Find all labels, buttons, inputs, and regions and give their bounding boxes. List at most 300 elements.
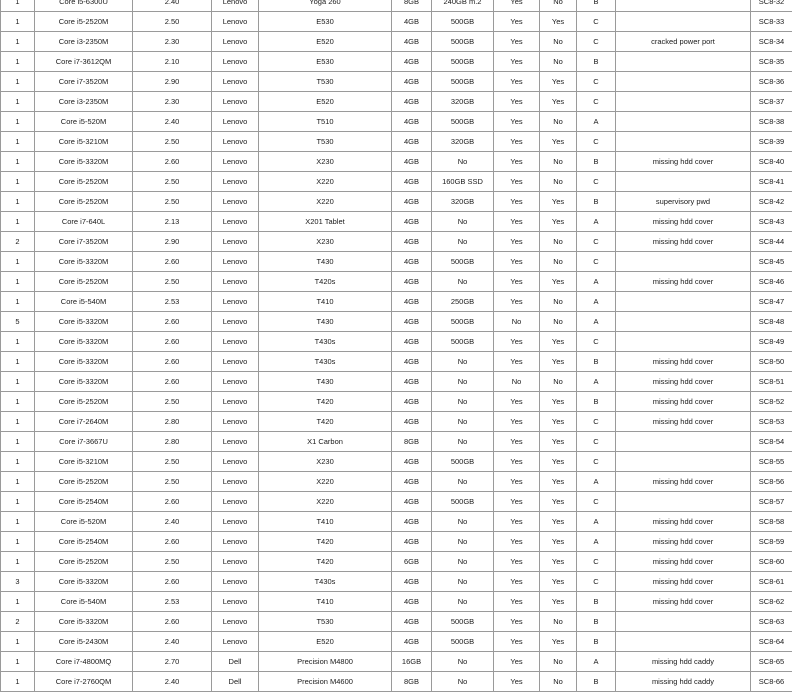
model-cell[interactable]: T420 bbox=[259, 412, 392, 432]
brand-cell[interactable]: Lenovo bbox=[212, 52, 259, 72]
sku-cell[interactable]: SC8-53 bbox=[751, 412, 792, 432]
qty-cell[interactable]: 2 bbox=[1, 612, 35, 632]
qty-cell[interactable]: 1 bbox=[1, 172, 35, 192]
speed-cell[interactable]: 2.80 bbox=[133, 412, 212, 432]
qty-cell[interactable]: 1 bbox=[1, 372, 35, 392]
sku-cell[interactable]: SC8-60 bbox=[751, 552, 792, 572]
model-cell[interactable]: T420 bbox=[259, 552, 392, 572]
qty-cell[interactable]: 5 bbox=[1, 312, 35, 332]
brand-cell[interactable]: Lenovo bbox=[212, 372, 259, 392]
brand-cell[interactable]: Lenovo bbox=[212, 332, 259, 352]
sku-cell[interactable]: SC8-40 bbox=[751, 152, 792, 172]
brand-cell[interactable]: Lenovo bbox=[212, 32, 259, 52]
storage-cell[interactable]: 320GB bbox=[432, 192, 494, 212]
battery-cell[interactable]: Yes bbox=[540, 332, 577, 352]
speed-cell[interactable]: 2.50 bbox=[133, 452, 212, 472]
grade-cell[interactable]: C bbox=[577, 492, 616, 512]
adapter-cell[interactable]: Yes bbox=[494, 352, 540, 372]
grade-cell[interactable]: C bbox=[577, 132, 616, 152]
notes-cell[interactable]: missing hdd cover bbox=[616, 152, 751, 172]
adapter-cell[interactable]: No bbox=[494, 312, 540, 332]
ram-cell[interactable]: 4GB bbox=[392, 592, 432, 612]
grade-cell[interactable]: C bbox=[577, 92, 616, 112]
storage-cell[interactable]: 320GB bbox=[432, 132, 494, 152]
qty-cell[interactable]: 1 bbox=[1, 212, 35, 232]
adapter-cell[interactable]: Yes bbox=[494, 572, 540, 592]
qty-cell[interactable]: 1 bbox=[1, 332, 35, 352]
notes-cell[interactable] bbox=[616, 112, 751, 132]
speed-cell[interactable]: 2.60 bbox=[133, 252, 212, 272]
sku-cell[interactable]: SC8-48 bbox=[751, 312, 792, 332]
model-cell[interactable]: T430 bbox=[259, 372, 392, 392]
qty-cell[interactable]: 1 bbox=[1, 192, 35, 212]
grade-cell[interactable]: C bbox=[577, 32, 616, 52]
notes-cell[interactable]: missing hdd cover bbox=[616, 352, 751, 372]
qty-cell[interactable]: 1 bbox=[1, 592, 35, 612]
ram-cell[interactable]: 4GB bbox=[392, 192, 432, 212]
cpu-cell[interactable]: Core i7-4800MQ bbox=[35, 652, 133, 672]
battery-cell[interactable]: No bbox=[540, 0, 577, 12]
qty-cell[interactable]: 1 bbox=[1, 532, 35, 552]
sku-cell[interactable]: SC8-35 bbox=[751, 52, 792, 72]
battery-cell[interactable]: Yes bbox=[540, 352, 577, 372]
grade-cell[interactable]: B bbox=[577, 0, 616, 12]
brand-cell[interactable]: Lenovo bbox=[212, 452, 259, 472]
grade-cell[interactable]: A bbox=[577, 292, 616, 312]
qty-cell[interactable]: 1 bbox=[1, 652, 35, 672]
adapter-cell[interactable]: Yes bbox=[494, 292, 540, 312]
qty-cell[interactable]: 1 bbox=[1, 352, 35, 372]
speed-cell[interactable]: 2.60 bbox=[133, 572, 212, 592]
speed-cell[interactable]: 2.60 bbox=[133, 332, 212, 352]
ram-cell[interactable]: 8GB bbox=[392, 0, 432, 12]
sku-cell[interactable]: SC8-55 bbox=[751, 452, 792, 472]
sku-cell[interactable]: SC8-47 bbox=[751, 292, 792, 312]
adapter-cell[interactable]: Yes bbox=[494, 272, 540, 292]
ram-cell[interactable]: 4GB bbox=[392, 112, 432, 132]
grade-cell[interactable]: A bbox=[577, 112, 616, 132]
sku-cell[interactable]: SC8-58 bbox=[751, 512, 792, 532]
notes-cell[interactable] bbox=[616, 332, 751, 352]
cpu-cell[interactable]: Core i5-3210M bbox=[35, 132, 133, 152]
adapter-cell[interactable]: No bbox=[494, 372, 540, 392]
storage-cell[interactable]: No bbox=[432, 212, 494, 232]
ram-cell[interactable]: 4GB bbox=[392, 152, 432, 172]
grade-cell[interactable]: A bbox=[577, 472, 616, 492]
adapter-cell[interactable]: Yes bbox=[494, 332, 540, 352]
storage-cell[interactable]: No bbox=[432, 672, 494, 692]
qty-cell[interactable]: 1 bbox=[1, 152, 35, 172]
model-cell[interactable]: X230 bbox=[259, 232, 392, 252]
brand-cell[interactable]: Lenovo bbox=[212, 292, 259, 312]
battery-cell[interactable]: Yes bbox=[540, 492, 577, 512]
brand-cell[interactable]: Lenovo bbox=[212, 172, 259, 192]
grade-cell[interactable]: B bbox=[577, 612, 616, 632]
storage-cell[interactable]: No bbox=[432, 152, 494, 172]
brand-cell[interactable]: Dell bbox=[212, 672, 259, 692]
brand-cell[interactable]: Dell bbox=[212, 652, 259, 672]
storage-cell[interactable]: No bbox=[432, 532, 494, 552]
notes-cell[interactable] bbox=[616, 452, 751, 472]
model-cell[interactable]: X1 Carbon bbox=[259, 432, 392, 452]
notes-cell[interactable] bbox=[616, 432, 751, 452]
battery-cell[interactable]: Yes bbox=[540, 512, 577, 532]
notes-cell[interactable] bbox=[616, 312, 751, 332]
grade-cell[interactable]: A bbox=[577, 532, 616, 552]
storage-cell[interactable]: 500GB bbox=[432, 632, 494, 652]
ram-cell[interactable]: 4GB bbox=[392, 212, 432, 232]
notes-cell[interactable] bbox=[616, 632, 751, 652]
ram-cell[interactable]: 4GB bbox=[392, 252, 432, 272]
storage-cell[interactable]: No bbox=[432, 412, 494, 432]
notes-cell[interactable] bbox=[616, 0, 751, 12]
grade-cell[interactable]: B bbox=[577, 632, 616, 652]
sku-cell[interactable]: SC8-45 bbox=[751, 252, 792, 272]
brand-cell[interactable]: Lenovo bbox=[212, 212, 259, 232]
speed-cell[interactable]: 2.50 bbox=[133, 132, 212, 152]
storage-cell[interactable]: No bbox=[432, 472, 494, 492]
adapter-cell[interactable]: Yes bbox=[494, 512, 540, 532]
battery-cell[interactable]: No bbox=[540, 292, 577, 312]
ram-cell[interactable]: 4GB bbox=[392, 492, 432, 512]
cpu-cell[interactable]: Core i5-2430M bbox=[35, 632, 133, 652]
model-cell[interactable]: X220 bbox=[259, 472, 392, 492]
storage-cell[interactable]: No bbox=[432, 372, 494, 392]
qty-cell[interactable]: 1 bbox=[1, 12, 35, 32]
speed-cell[interactable]: 2.50 bbox=[133, 552, 212, 572]
grade-cell[interactable]: B bbox=[577, 192, 616, 212]
qty-cell[interactable]: 1 bbox=[1, 452, 35, 472]
notes-cell[interactable]: missing hdd cover bbox=[616, 592, 751, 612]
notes-cell[interactable]: missing hdd caddy bbox=[616, 652, 751, 672]
model-cell[interactable]: T420 bbox=[259, 392, 392, 412]
qty-cell[interactable]: 1 bbox=[1, 292, 35, 312]
battery-cell[interactable]: Yes bbox=[540, 272, 577, 292]
storage-cell[interactable]: 500GB bbox=[432, 312, 494, 332]
cpu-cell[interactable]: Core i3-2350M bbox=[35, 32, 133, 52]
ram-cell[interactable]: 4GB bbox=[392, 312, 432, 332]
speed-cell[interactable]: 2.10 bbox=[133, 52, 212, 72]
model-cell[interactable]: E520 bbox=[259, 92, 392, 112]
sku-cell[interactable]: SC8-52 bbox=[751, 392, 792, 412]
cpu-cell[interactable]: Core i5-540M bbox=[35, 292, 133, 312]
model-cell[interactable]: T530 bbox=[259, 612, 392, 632]
sku-cell[interactable]: SC8-66 bbox=[751, 672, 792, 692]
qty-cell[interactable]: 1 bbox=[1, 672, 35, 692]
grade-cell[interactable]: B bbox=[577, 152, 616, 172]
adapter-cell[interactable]: Yes bbox=[494, 172, 540, 192]
notes-cell[interactable] bbox=[616, 492, 751, 512]
grade-cell[interactable]: C bbox=[577, 172, 616, 192]
sku-cell[interactable]: SC8-38 bbox=[751, 112, 792, 132]
brand-cell[interactable]: Lenovo bbox=[212, 152, 259, 172]
adapter-cell[interactable]: Yes bbox=[494, 472, 540, 492]
brand-cell[interactable]: Lenovo bbox=[212, 432, 259, 452]
speed-cell[interactable]: 2.60 bbox=[133, 372, 212, 392]
storage-cell[interactable]: 500GB bbox=[432, 52, 494, 72]
speed-cell[interactable]: 2.40 bbox=[133, 0, 212, 12]
brand-cell[interactable]: Lenovo bbox=[212, 272, 259, 292]
grade-cell[interactable]: C bbox=[577, 332, 616, 352]
speed-cell[interactable]: 2.90 bbox=[133, 72, 212, 92]
storage-cell[interactable]: 500GB bbox=[432, 612, 494, 632]
sku-cell[interactable]: SC8-56 bbox=[751, 472, 792, 492]
battery-cell[interactable]: Yes bbox=[540, 132, 577, 152]
qty-cell[interactable]: 1 bbox=[1, 492, 35, 512]
speed-cell[interactable]: 2.60 bbox=[133, 532, 212, 552]
sku-cell[interactable]: SC8-62 bbox=[751, 592, 792, 612]
cpu-cell[interactable]: Core i5-2520M bbox=[35, 192, 133, 212]
model-cell[interactable]: T430s bbox=[259, 572, 392, 592]
cpu-cell[interactable]: Core i7-3667U bbox=[35, 432, 133, 452]
grade-cell[interactable]: B bbox=[577, 52, 616, 72]
battery-cell[interactable]: Yes bbox=[540, 192, 577, 212]
brand-cell[interactable]: Lenovo bbox=[212, 532, 259, 552]
model-cell[interactable]: T420 bbox=[259, 532, 392, 552]
brand-cell[interactable]: Lenovo bbox=[212, 592, 259, 612]
grade-cell[interactable]: C bbox=[577, 72, 616, 92]
battery-cell[interactable]: Yes bbox=[540, 412, 577, 432]
adapter-cell[interactable]: Yes bbox=[494, 212, 540, 232]
battery-cell[interactable]: Yes bbox=[540, 572, 577, 592]
brand-cell[interactable]: Lenovo bbox=[212, 412, 259, 432]
storage-cell[interactable]: 500GB bbox=[432, 112, 494, 132]
sku-cell[interactable]: SC8-34 bbox=[751, 32, 792, 52]
sku-cell[interactable]: SC8-42 bbox=[751, 192, 792, 212]
cpu-cell[interactable]: Core i5-520M bbox=[35, 112, 133, 132]
cpu-cell[interactable]: Core i5-2520M bbox=[35, 472, 133, 492]
cpu-cell[interactable]: Core i5-3320M bbox=[35, 332, 133, 352]
ram-cell[interactable]: 4GB bbox=[392, 272, 432, 292]
storage-cell[interactable]: No bbox=[432, 392, 494, 412]
battery-cell[interactable]: Yes bbox=[540, 452, 577, 472]
storage-cell[interactable]: No bbox=[432, 352, 494, 372]
battery-cell[interactable]: No bbox=[540, 152, 577, 172]
storage-cell[interactable]: 320GB bbox=[432, 92, 494, 112]
cpu-cell[interactable]: Core i7-2760QM bbox=[35, 672, 133, 692]
model-cell[interactable]: Precision M4600 bbox=[259, 672, 392, 692]
cpu-cell[interactable]: Core i7-640L bbox=[35, 212, 133, 232]
qty-cell[interactable]: 1 bbox=[1, 512, 35, 532]
adapter-cell[interactable]: Yes bbox=[494, 592, 540, 612]
sku-cell[interactable]: SC8-50 bbox=[751, 352, 792, 372]
adapter-cell[interactable]: Yes bbox=[494, 552, 540, 572]
storage-cell[interactable]: 500GB bbox=[432, 332, 494, 352]
adapter-cell[interactable]: Yes bbox=[494, 652, 540, 672]
adapter-cell[interactable]: Yes bbox=[494, 152, 540, 172]
storage-cell[interactable]: 500GB bbox=[432, 252, 494, 272]
qty-cell[interactable]: 3 bbox=[1, 572, 35, 592]
storage-cell[interactable]: 160GB SSD bbox=[432, 172, 494, 192]
ram-cell[interactable]: 4GB bbox=[392, 532, 432, 552]
brand-cell[interactable]: Lenovo bbox=[212, 552, 259, 572]
grade-cell[interactable]: A bbox=[577, 512, 616, 532]
speed-cell[interactable]: 2.40 bbox=[133, 632, 212, 652]
cpu-cell[interactable]: Core i5-3320M bbox=[35, 372, 133, 392]
model-cell[interactable]: T410 bbox=[259, 512, 392, 532]
grade-cell[interactable]: C bbox=[577, 432, 616, 452]
brand-cell[interactable]: Lenovo bbox=[212, 632, 259, 652]
cpu-cell[interactable]: Core i5-540M bbox=[35, 592, 133, 612]
cpu-cell[interactable]: Core i5-3320M bbox=[35, 572, 133, 592]
notes-cell[interactable]: missing hdd cover bbox=[616, 572, 751, 592]
notes-cell[interactable]: missing hdd cover bbox=[616, 412, 751, 432]
cpu-cell[interactable]: Core i5-2540M bbox=[35, 532, 133, 552]
ram-cell[interactable]: 16GB bbox=[392, 652, 432, 672]
speed-cell[interactable]: 2.70 bbox=[133, 652, 212, 672]
grade-cell[interactable]: C bbox=[577, 252, 616, 272]
sku-cell[interactable]: SC8-43 bbox=[751, 212, 792, 232]
sku-cell[interactable]: SC8-63 bbox=[751, 612, 792, 632]
qty-cell[interactable]: 1 bbox=[1, 272, 35, 292]
qty-cell[interactable]: 1 bbox=[1, 0, 35, 12]
speed-cell[interactable]: 2.60 bbox=[133, 152, 212, 172]
model-cell[interactable]: T430s bbox=[259, 352, 392, 372]
storage-cell[interactable]: No bbox=[432, 552, 494, 572]
cpu-cell[interactable]: Core i7-3612QM bbox=[35, 52, 133, 72]
notes-cell[interactable]: missing hdd cover bbox=[616, 372, 751, 392]
qty-cell[interactable]: 1 bbox=[1, 52, 35, 72]
battery-cell[interactable]: No bbox=[540, 252, 577, 272]
notes-cell[interactable]: missing hdd cover bbox=[616, 212, 751, 232]
cpu-cell[interactable]: Core i5-2520M bbox=[35, 392, 133, 412]
model-cell[interactable]: T510 bbox=[259, 112, 392, 132]
adapter-cell[interactable]: Yes bbox=[494, 492, 540, 512]
model-cell[interactable]: E520 bbox=[259, 32, 392, 52]
notes-cell[interactable]: missing hdd cover bbox=[616, 532, 751, 552]
cpu-cell[interactable]: Core i5-520M bbox=[35, 512, 133, 532]
grade-cell[interactable]: B bbox=[577, 392, 616, 412]
storage-cell[interactable]: 500GB bbox=[432, 72, 494, 92]
battery-cell[interactable]: Yes bbox=[540, 392, 577, 412]
sku-cell[interactable]: SC8-39 bbox=[751, 132, 792, 152]
speed-cell[interactable]: 2.50 bbox=[133, 392, 212, 412]
storage-cell[interactable]: No bbox=[432, 272, 494, 292]
adapter-cell[interactable]: Yes bbox=[494, 452, 540, 472]
cpu-cell[interactable]: Core i7-3520M bbox=[35, 232, 133, 252]
cpu-cell[interactable]: Core i5-3210M bbox=[35, 452, 133, 472]
sku-cell[interactable]: SC8-59 bbox=[751, 532, 792, 552]
storage-cell[interactable]: 500GB bbox=[432, 452, 494, 472]
ram-cell[interactable]: 4GB bbox=[392, 612, 432, 632]
speed-cell[interactable]: 2.40 bbox=[133, 112, 212, 132]
notes-cell[interactable]: missing hdd cover bbox=[616, 272, 751, 292]
adapter-cell[interactable]: Yes bbox=[494, 392, 540, 412]
brand-cell[interactable]: Lenovo bbox=[212, 392, 259, 412]
notes-cell[interactable]: missing hdd cover bbox=[616, 512, 751, 532]
battery-cell[interactable]: No bbox=[540, 52, 577, 72]
speed-cell[interactable]: 2.50 bbox=[133, 272, 212, 292]
sku-cell[interactable]: SC8-61 bbox=[751, 572, 792, 592]
ram-cell[interactable]: 4GB bbox=[392, 12, 432, 32]
notes-cell[interactable] bbox=[616, 612, 751, 632]
qty-cell[interactable]: 1 bbox=[1, 252, 35, 272]
notes-cell[interactable] bbox=[616, 172, 751, 192]
ram-cell[interactable]: 4GB bbox=[392, 232, 432, 252]
speed-cell[interactable]: 2.30 bbox=[133, 32, 212, 52]
battery-cell[interactable]: Yes bbox=[540, 472, 577, 492]
battery-cell[interactable]: Yes bbox=[540, 212, 577, 232]
grade-cell[interactable]: C bbox=[577, 452, 616, 472]
notes-cell[interactable]: missing hdd cover bbox=[616, 392, 751, 412]
adapter-cell[interactable]: Yes bbox=[494, 232, 540, 252]
cpu-cell[interactable]: Core i5-3320M bbox=[35, 252, 133, 272]
qty-cell[interactable]: 1 bbox=[1, 432, 35, 452]
brand-cell[interactable]: Lenovo bbox=[212, 192, 259, 212]
ram-cell[interactable]: 4GB bbox=[392, 92, 432, 112]
storage-cell[interactable]: No bbox=[432, 592, 494, 612]
model-cell[interactable]: E520 bbox=[259, 632, 392, 652]
sku-cell[interactable]: SC8-57 bbox=[751, 492, 792, 512]
brand-cell[interactable]: Lenovo bbox=[212, 112, 259, 132]
qty-cell[interactable]: 1 bbox=[1, 392, 35, 412]
ram-cell[interactable]: 8GB bbox=[392, 432, 432, 452]
ram-cell[interactable]: 6GB bbox=[392, 552, 432, 572]
speed-cell[interactable]: 2.60 bbox=[133, 352, 212, 372]
cpu-cell[interactable]: Core i5-3320M bbox=[35, 352, 133, 372]
ram-cell[interactable]: 4GB bbox=[392, 352, 432, 372]
cpu-cell[interactable]: Core i7-2640M bbox=[35, 412, 133, 432]
qty-cell[interactable]: 1 bbox=[1, 132, 35, 152]
model-cell[interactable]: E530 bbox=[259, 12, 392, 32]
battery-cell[interactable]: Yes bbox=[540, 12, 577, 32]
model-cell[interactable]: X220 bbox=[259, 192, 392, 212]
sku-cell[interactable]: SC8-64 bbox=[751, 632, 792, 652]
model-cell[interactable]: T430s bbox=[259, 332, 392, 352]
grade-cell[interactable]: C bbox=[577, 552, 616, 572]
brand-cell[interactable]: Lenovo bbox=[212, 472, 259, 492]
grade-cell[interactable]: A bbox=[577, 312, 616, 332]
cpu-cell[interactable]: Core i5-6300U bbox=[35, 0, 133, 12]
model-cell[interactable]: T420s bbox=[259, 272, 392, 292]
adapter-cell[interactable]: Yes bbox=[494, 252, 540, 272]
notes-cell[interactable]: missing hdd cover bbox=[616, 232, 751, 252]
storage-cell[interactable]: 250GB bbox=[432, 292, 494, 312]
notes-cell[interactable] bbox=[616, 132, 751, 152]
storage-cell[interactable]: No bbox=[432, 512, 494, 532]
grade-cell[interactable]: A bbox=[577, 652, 616, 672]
storage-cell[interactable]: 500GB bbox=[432, 492, 494, 512]
adapter-cell[interactable]: Yes bbox=[494, 32, 540, 52]
model-cell[interactable]: X230 bbox=[259, 452, 392, 472]
adapter-cell[interactable]: Yes bbox=[494, 52, 540, 72]
cpu-cell[interactable]: Core i5-3320M bbox=[35, 612, 133, 632]
model-cell[interactable]: E530 bbox=[259, 52, 392, 72]
adapter-cell[interactable]: Yes bbox=[494, 92, 540, 112]
notes-cell[interactable] bbox=[616, 92, 751, 112]
battery-cell[interactable]: No bbox=[540, 32, 577, 52]
storage-cell[interactable]: No bbox=[432, 572, 494, 592]
brand-cell[interactable]: Lenovo bbox=[212, 352, 259, 372]
speed-cell[interactable]: 2.53 bbox=[133, 292, 212, 312]
notes-cell[interactable] bbox=[616, 72, 751, 92]
ram-cell[interactable]: 4GB bbox=[392, 132, 432, 152]
sku-cell[interactable]: SC8-32 bbox=[751, 0, 792, 12]
speed-cell[interactable]: 2.60 bbox=[133, 492, 212, 512]
brand-cell[interactable]: Lenovo bbox=[212, 572, 259, 592]
ram-cell[interactable]: 4GB bbox=[392, 292, 432, 312]
ram-cell[interactable]: 4GB bbox=[392, 372, 432, 392]
qty-cell[interactable]: 1 bbox=[1, 112, 35, 132]
notes-cell[interactable]: supervisory pwd bbox=[616, 192, 751, 212]
ram-cell[interactable]: 4GB bbox=[392, 52, 432, 72]
cpu-cell[interactable]: Core i7-3520M bbox=[35, 72, 133, 92]
notes-cell[interactable]: missing hdd caddy bbox=[616, 672, 751, 692]
adapter-cell[interactable]: Yes bbox=[494, 132, 540, 152]
speed-cell[interactable]: 2.30 bbox=[133, 92, 212, 112]
grade-cell[interactable]: C bbox=[577, 412, 616, 432]
battery-cell[interactable]: Yes bbox=[540, 92, 577, 112]
